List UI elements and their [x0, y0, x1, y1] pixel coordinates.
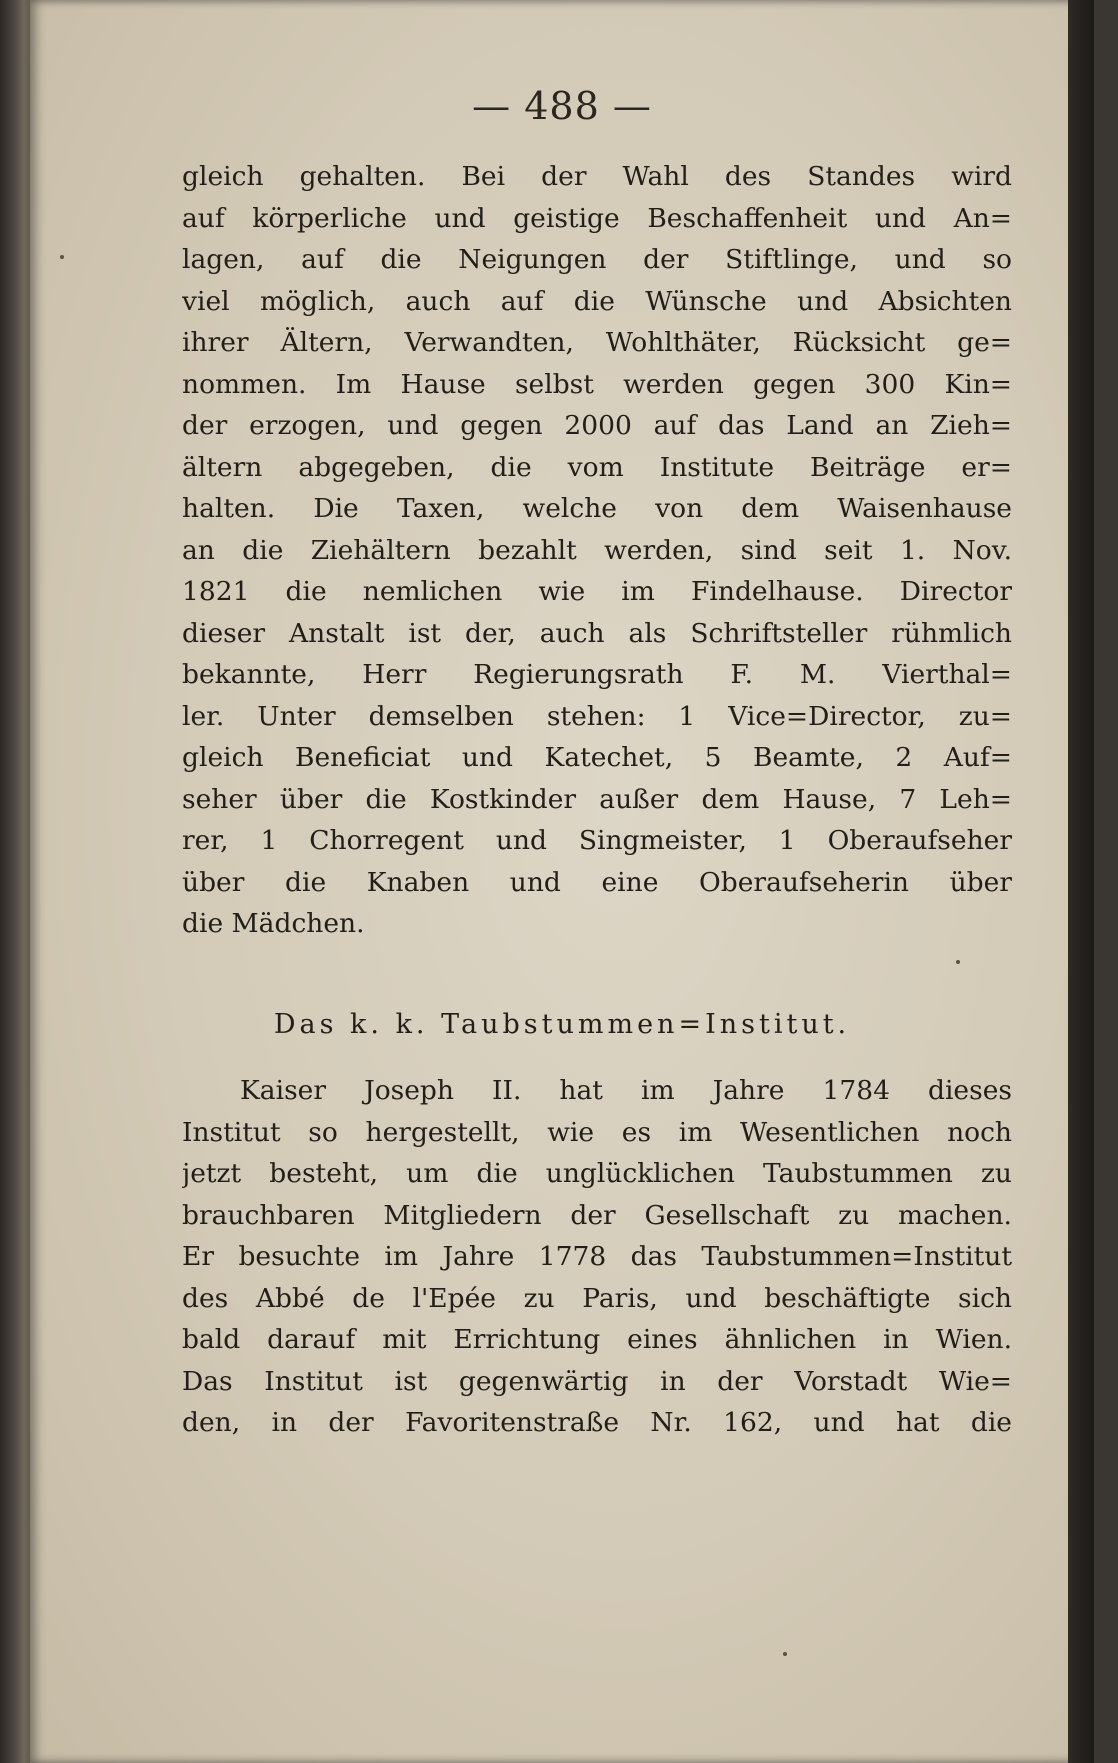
paper-speck — [956, 960, 960, 964]
text-line: jetzt besteht, um die unglücklichen Taubstummen zu — [182, 1158, 1012, 1189]
text-line: Er besuchte im Jahre 1778 das Taubstummen=Institut — [182, 1241, 1012, 1272]
text-line: die Mädchen. — [182, 908, 365, 939]
book-spine — [0, 0, 34, 1763]
text-line: an die Ziehältern bezahlt werden, sind seit 1. Nov. — [182, 534, 1012, 566]
text-line: gleich Beneficiat und Katechet, 5 Beamte, 2 Auf= — [182, 742, 1012, 773]
text-line: gleich gehalten. Bei der Wahl des Standes wird — [182, 161, 1012, 192]
book-page — [30, 0, 1094, 1763]
paper-speck — [783, 1652, 787, 1656]
text-line: halten. Die Taxen, welche von dem Waisenhause — [182, 493, 1012, 524]
text-line: der erzogen, und gegen 2000 auf das Land an Zieh= — [182, 410, 1012, 441]
text-line: auf körperliche und geistige Beschaffenheit und An= — [182, 202, 1012, 234]
text-line: Kaiser Joseph II. hat im Jahre 1784 dieses — [240, 1075, 1012, 1106]
text-line: über die Knaben und eine Oberaufseherin über — [182, 866, 1012, 898]
text-line: Das Institut ist gegenwärtig in der Vorstadt Wie= — [182, 1365, 1012, 1397]
text-line: lagen, auf die Neigungen der Stiftlinge, und so — [182, 244, 1012, 275]
text-line: brauchbaren Mitgliedern der Gesellschaft zu machen. — [182, 1199, 1012, 1231]
text-line: des Abbé de l'Epée zu Paris, und beschäftigte sich — [182, 1282, 1012, 1314]
page-number: — 488 — — [472, 84, 652, 128]
text-line: ler. Unter demselben stehen: 1 Vice=Director, zu= — [182, 700, 1012, 732]
text-line: seher über die Kostkinder außer dem Hause, 7 Leh= — [182, 783, 1012, 815]
text-line: ältern abgegeben, die vom Institute Beiträge er= — [182, 451, 1012, 483]
text-line: Institut so hergestellt, wie es im Wesentlichen noch — [182, 1116, 1012, 1148]
text-line: nommen. Im Hause selbst werden gegen 300 Kin= — [182, 368, 1012, 400]
section-heading: Das k. k. Taubstummen=Institut. — [273, 1009, 851, 1040]
text-line: viel möglich, auch auf die Wünsche und Absichten — [182, 285, 1012, 317]
text-line: bekannte, Herr Regierungsrath F. M. Vierthal= — [182, 659, 1012, 690]
text-line: bald darauf mit Errichtung eines ähnlichen in Wien. — [182, 1324, 1012, 1355]
text-line: rer, 1 Chorregent und Singmeister, 1 Oberaufseher — [182, 825, 1012, 856]
text-line: ihrer Ältern, Verwandten, Wohlthäter, Rücksicht ge= — [182, 327, 1012, 358]
page-edge-shadow — [1068, 0, 1094, 1763]
text-line: 1821 die nemlichen wie im Findelhause. Director — [182, 576, 1012, 607]
paper-speck — [60, 255, 64, 259]
text-line: dieser Anstalt ist der, auch als Schriftsteller rühmlich — [182, 617, 1012, 649]
text-line: den, in der Favoritenstraße Nr. 162, und hat die — [182, 1407, 1012, 1438]
paragraph-orphanage — [182, 156, 1012, 945]
paragraph-deaf-institute — [182, 1070, 1012, 1444]
